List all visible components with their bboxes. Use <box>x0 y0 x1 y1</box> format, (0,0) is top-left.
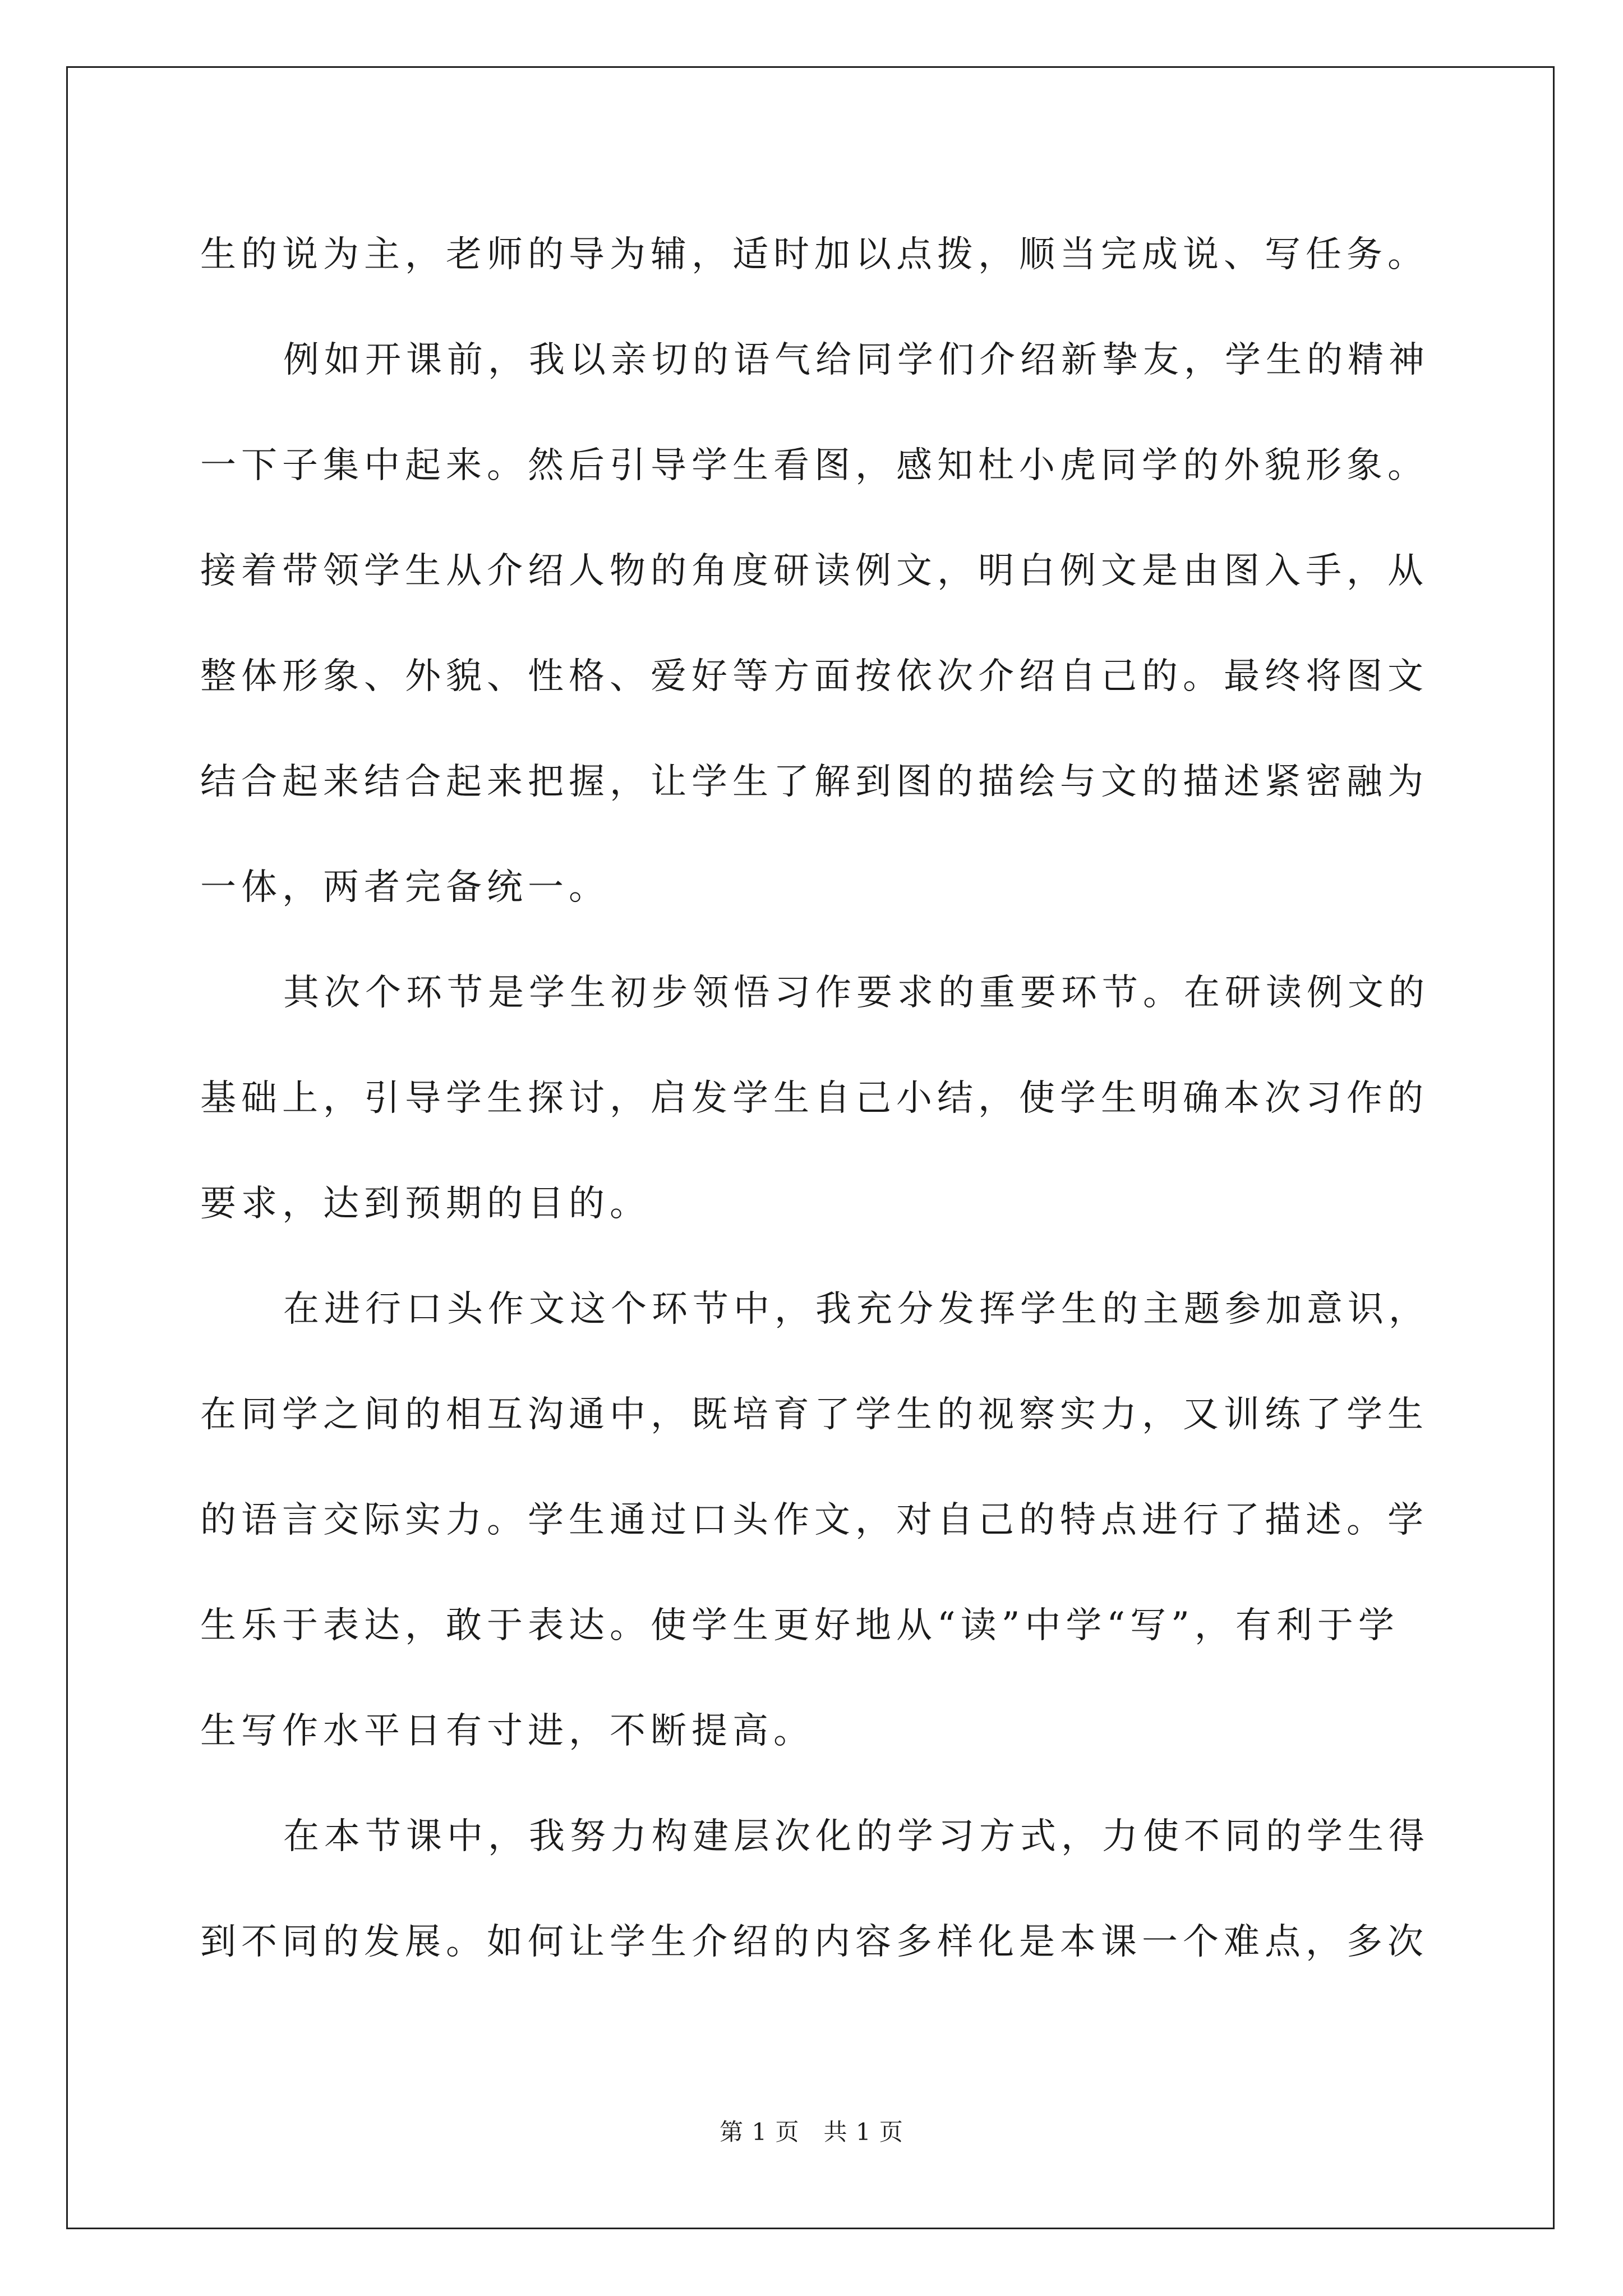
text-line: 一体，两者完备统一。 <box>200 867 610 908</box>
text-line: 在同学之间的相互沟通中，既培育了学生的视察实力，又训练了学生 <box>200 1394 1428 1435</box>
text-line: 到不同的发展。如何让学生介绍的内容多样化是本课一个难点，多次 <box>200 1921 1428 1963</box>
text-line: 要求，达到预期的目的。 <box>200 1183 651 1225</box>
text-line: 生写作水平日有寸进，不断提高。 <box>200 1710 814 1752</box>
text-line: 结合起来结合起来把握，让学生了解到图的描绘与文的描述紧密融为 <box>200 761 1428 803</box>
text-line: 一下子集中起来。然后引导学生看图，感知杜小虎同学的外貌形象。 <box>200 445 1428 486</box>
text-line: 在本节课中，我努力构建层次化的学习方式，力使不同的学生得 <box>283 1816 1430 1857</box>
text-line: 其次个环节是学生初步领悟习作要求的重要环节。在研读例文的 <box>283 972 1430 1014</box>
text-line: 接着带领学生从介绍人物的角度研读例文，明白例文是由图入手，从 <box>200 550 1428 592</box>
document-body <box>200 202 1434 1995</box>
text-line: 的语言交际实力。学生通过口头作文，对自己的特点进行了描述。学 <box>200 1499 1428 1541</box>
text-line: 例如开课前，我以亲切的语气给同学们介绍新挚友，学生的精神 <box>283 339 1430 381</box>
text-line: 整体形象、外貌、性格、爱好等方面按依次介绍自己的。最终将图文 <box>200 656 1428 697</box>
text-line: 生乐于表达，敢于表达。使学生更好地从“读”中学“写”，有利于学 <box>200 1605 1399 1646</box>
text-line: 生的说为主，老师的导为辅，适时加以点拨，顺当完成说、写任务。 <box>200 234 1428 275</box>
text-line: 在进行口头作文这个环节中，我充分发挥学生的主题参加意识， <box>283 1289 1430 1330</box>
text-line: 基础上，引导学生探讨，启发学生自己小结，使学生明确本次习作的 <box>200 1078 1428 1119</box>
page-number-footer: 第 1 页 共 1 页 <box>720 2118 903 2146</box>
